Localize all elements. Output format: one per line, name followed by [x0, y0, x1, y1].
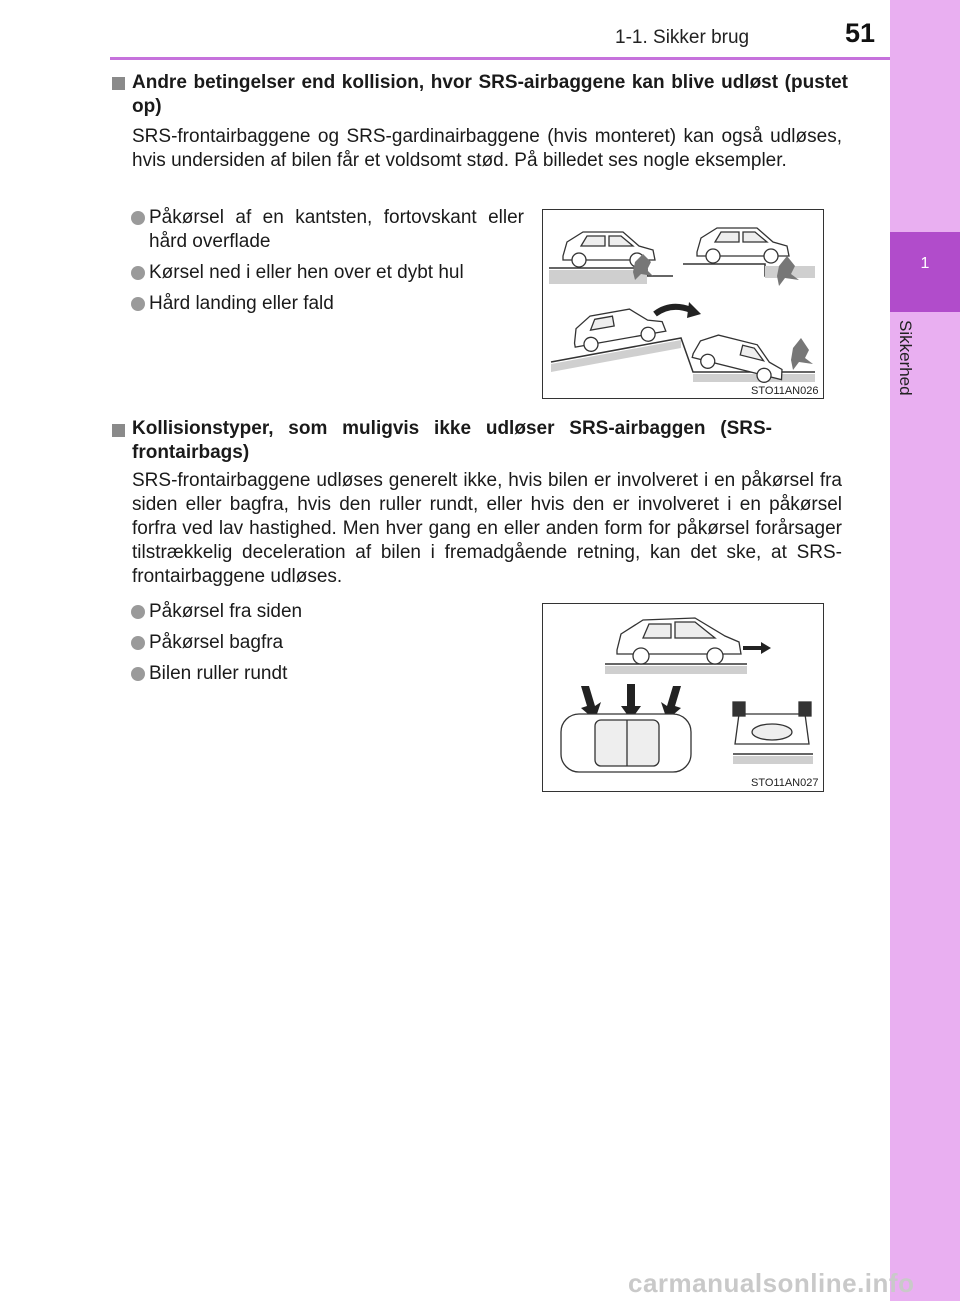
figure-underbody-impact	[542, 209, 824, 399]
figure-code: STO11AN026	[751, 385, 819, 397]
section1-heading: Andre betingelser end kollision, hvor SRS-airbaggene kan blive udløst (pustet op)	[132, 72, 848, 117]
chapter-title: Sikkerhed	[896, 320, 915, 396]
section-title: 1-1. Sikker brug	[615, 27, 750, 48]
section2-item-1: Påkørsel fra siden	[149, 601, 303, 622]
section2-heading: Kollisionstyper, som muligvis ikke udløser SRS-airbaggen (SRS-frontairbags)	[132, 418, 772, 463]
bullet-icon	[131, 605, 145, 619]
figure-code: STO11AN027	[751, 777, 819, 789]
page-number: 51	[845, 18, 876, 48]
figure-underbody-impact-drawing	[543, 210, 823, 398]
bullet-icon	[131, 667, 145, 681]
figure-collision-types	[542, 603, 824, 792]
bullet-icon	[131, 266, 145, 280]
section1-item-3: Hård landing eller fald	[149, 293, 334, 314]
bullet-icon	[131, 211, 145, 225]
section2-item-3: Bilen ruller rundt	[149, 663, 288, 684]
section-marker-icon	[112, 424, 125, 437]
section-marker-icon	[112, 77, 125, 90]
figure-collision-types-drawing	[543, 604, 823, 791]
bullet-icon	[131, 297, 145, 311]
watermark: carmanualsonline.info	[628, 1268, 915, 1298]
section1-body: SRS-frontairbaggene og SRS-gardinairbaggene (hvis monteret) kan også udløses, hvis undersiden af bilen får et voldsomt stød. På billedet ses nogle eksempler.	[132, 126, 842, 171]
chapter-tab-strip	[890, 0, 960, 1301]
section2-body: SRS-frontairbaggene udløses generelt ikke, hvis bilen er involveret i en påkørsel fra siden eller bagfra, hvis den ruller rundt, eller hvis den er involveret i en påkørsel forfra ved lav hastighed. Men hver gang en eller anden form for påkørsel forårsager tilstrækkelig deceleration af bilen i fremadgående retning, kan det ske, at SRS-frontairbaggene udløses.	[132, 470, 842, 587]
header-divider	[110, 57, 890, 60]
section2-item-2: Påkørsel bagfra	[149, 632, 284, 653]
bullet-icon	[131, 636, 145, 650]
chapter-number: 1	[920, 255, 930, 272]
section1-item-1: Påkørsel af en kantsten, fortovskant eller hård overflade	[149, 207, 524, 252]
section1-item-2: Kørsel ned i eller hen over et dybt hul	[149, 262, 464, 283]
